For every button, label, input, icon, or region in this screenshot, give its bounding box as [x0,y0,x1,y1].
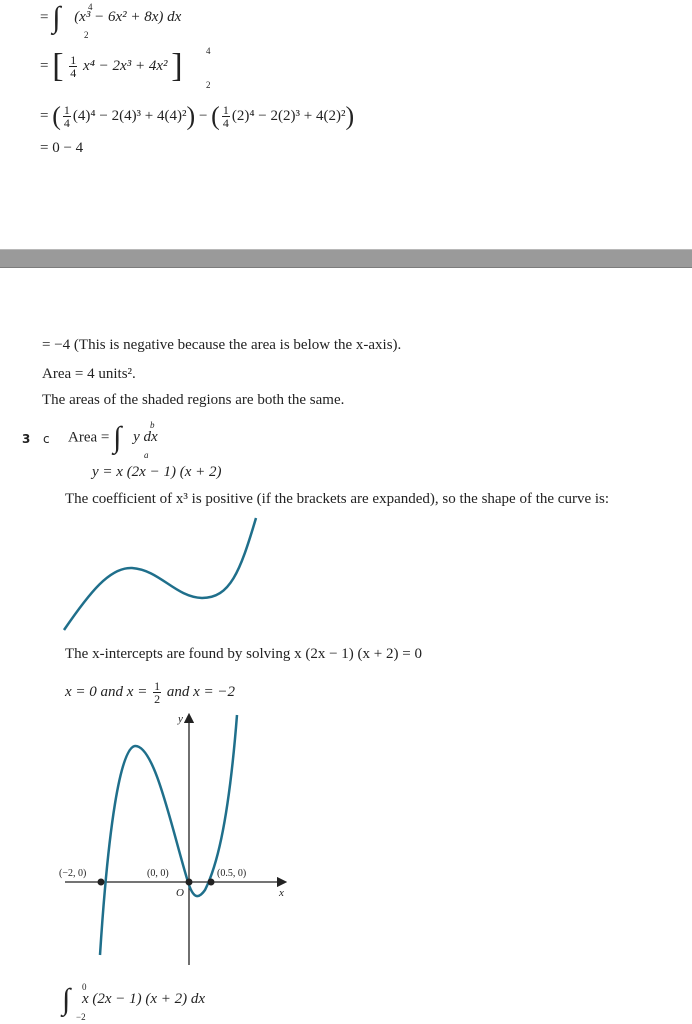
integral-lower-limit: 2 [84,30,89,40]
origin-label: O [176,887,184,899]
question-part: c [43,432,50,446]
integral-upper-limit: 0 [82,982,87,992]
equals-sign: = [40,57,49,74]
cubic-shape-curve [64,518,256,630]
cubic-graph [0,710,692,975]
x-axis-label: x [279,887,284,899]
roots-line: x = 0 and x = $\frac{1}{2}$ and x = −2 [65,679,235,706]
integrand: (x³ − 6x² + 8x) dx [74,9,182,26]
integral-upper-limit: 4 [88,2,93,12]
y-axis-label: y [178,713,183,725]
intercept-label: (0, 0) [147,868,169,879]
coefficient-note: The coefficient of x³ is positive (if the brackets are expanded), so the shape of the curve is: [65,491,610,507]
working-line-2: = [ $\frac{1}{4}$ x⁴ − 2x³ + 4x² ] 4 2 [40,46,211,90]
fraction-quarter: $\frac{1}{4}$ [70,53,77,80]
area-integral [68,420,158,460]
intercept-label: (−2, 0) [59,868,87,879]
eval-lower-limit: 2 [206,80,211,90]
cubic-shape-sketch [0,512,692,637]
area-statement: Area = 4 units². [42,366,136,382]
cubic-curve [100,715,237,955]
equals-sign: = [40,107,49,124]
eval-upper-limit: 4 [206,46,211,56]
integral-sign: ∫ [52,1,61,34]
result-line: = −4 (This is negative because the area is below the x-axis). [42,337,402,353]
antiderivative-terms: x⁴ − 2x³ + 4x² [83,57,168,74]
integral-lower-limit: −2 [76,1012,86,1022]
final-integral [62,982,206,1022]
working-line-4: = 0 − 4 [40,140,84,156]
intercept-label: (0.5, 0) [217,868,247,879]
integrand: y dx [133,429,158,446]
working-line-3: = ( $\frac{1}{4}$ (4)⁴ − 2(4)³ + 4(4)²) − ( $\frac{1}{4}$ (2)⁴ − 2(2)³ + 4(2)²) [40,101,355,131]
integrand: x (2x − 1) (x + 2) dx [81,991,206,1008]
integral-sign: ∫ [113,421,122,454]
working-line-1 [40,1,182,40]
fraction-half: $\frac{1}{2}$ [154,679,161,706]
substitution-upper: (4)⁴ − 2(4)³ + 4(4)² [72,107,187,124]
area-label: Area = [68,429,110,446]
same-areas-statement: The areas of the shaded regions are both the same. [42,392,345,408]
question-number: 3 [22,432,31,446]
intercepts-note: The x-intercepts are found by solving x (2x − 1) (x + 2) = 0 [65,646,422,662]
integral-sign: ∫ [62,983,71,1016]
integral-lower-limit: a [144,450,149,460]
intercept-point [186,879,193,886]
curve-equation: y = x (2x − 1) (x + 2) [92,464,222,480]
intercept-point [98,879,105,886]
equals-sign: = [40,9,49,26]
intercept-points [59,868,246,886]
minus-sign: − [198,107,208,124]
page-divider [0,249,692,268]
integral-upper-limit: b [150,420,155,430]
intercept-point [208,879,215,886]
substitution-lower: (2)⁴ − 2(2)³ + 4(2)² [231,107,346,124]
